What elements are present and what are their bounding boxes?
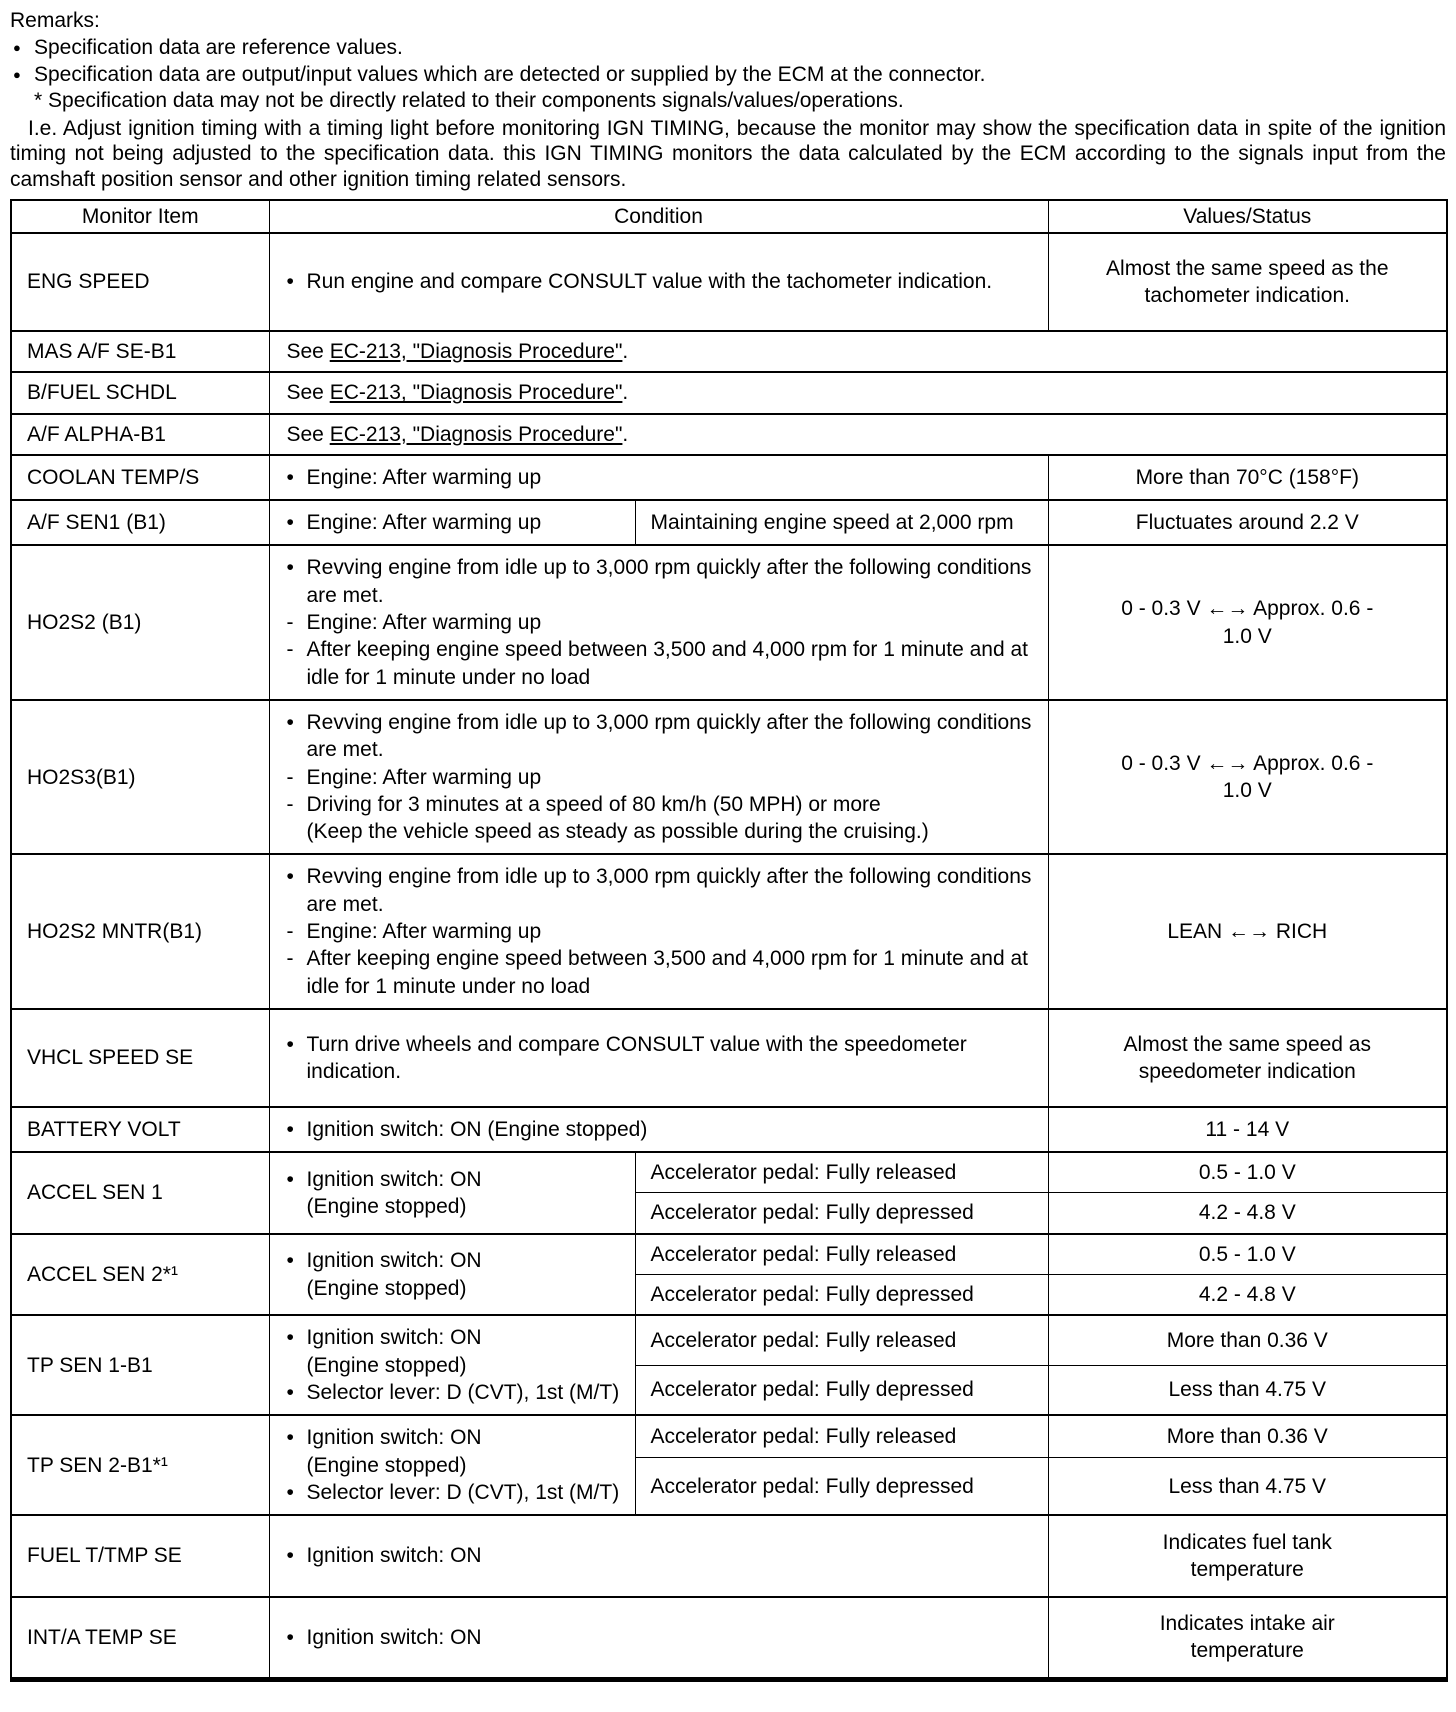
header-monitor-item: Monitor Item	[11, 200, 269, 233]
dash-marker: -	[286, 947, 294, 971]
bullet-marker: •	[286, 1480, 294, 1504]
condition-line	[287, 1166, 625, 1193]
values-cell: 0.5 - 1.0 V	[1048, 1234, 1447, 1275]
condition-line-text: Selector lever: D (CVT), 1st (M/T)	[306, 1480, 620, 1504]
dash-marker: -	[286, 765, 294, 789]
condition-line-text: Engine: After warming up	[306, 611, 542, 635]
condition-line-text: Engine: After warming up	[306, 919, 542, 943]
values-cell: Less than 4.75 V	[1048, 1365, 1447, 1415]
row-ho2s2-b1	[11, 545, 1447, 699]
monitor-item-cell: HO2S3(B1)	[11, 700, 269, 854]
condition-line	[287, 1247, 625, 1274]
bullet-marker: •	[286, 270, 294, 294]
condition-line-text: (Engine stopped)	[306, 1276, 467, 1300]
row-bfuel-schdl	[11, 372, 1447, 413]
condition-cell	[269, 1009, 1048, 1107]
bullet-marker: •	[286, 1544, 294, 1568]
monitor-item-cell: MAS A/F SE-B1	[11, 331, 269, 372]
condition-lines	[287, 1542, 1038, 1569]
see-reference-cell	[269, 372, 1447, 413]
row-fuel-t-tmp-se	[11, 1515, 1447, 1597]
dash-marker: -	[286, 792, 294, 816]
condition-cell	[269, 1315, 635, 1415]
header-condition: Condition	[269, 200, 1048, 233]
condition-line	[287, 945, 1038, 1000]
row-mas-af-se-b1	[11, 331, 1447, 372]
values-cell: 4.2 - 4.8 V	[1048, 1193, 1447, 1234]
diagnosis-procedure-link[interactable]: EC-213, "Diagnosis Procedure"	[329, 422, 623, 446]
condition-line-text: Engine: After warming up	[306, 511, 542, 535]
bullet-marker: •	[286, 1380, 294, 1404]
row-battery-volt	[11, 1107, 1447, 1152]
condition-cell	[269, 854, 1048, 1008]
condition-lines	[287, 863, 1038, 999]
condition-sub-cell: Maintaining engine speed at 2,000 rpm	[635, 500, 1048, 545]
condition-line-text: (Engine stopped)	[306, 1353, 467, 1377]
bullet-icon: ●	[13, 40, 21, 56]
monitor-item-cell: TP SEN 1-B1	[11, 1315, 269, 1415]
condition-line-text: Run engine and compare CONSULT value with the tachometer indication.	[306, 270, 993, 294]
condition-line-text: Turn drive wheels and compare CONSULT value with the speedometer indication.	[306, 1032, 967, 1083]
dash-marker: -	[286, 919, 294, 943]
bullet-marker: •	[286, 710, 294, 734]
condition-line	[287, 1193, 625, 1220]
condition-line-text: (Engine stopped)	[306, 1194, 467, 1218]
condition-line	[287, 636, 1038, 691]
bullet-marker: •	[286, 1032, 294, 1056]
remark-bullet-2	[10, 62, 1446, 88]
see-reference-cell	[269, 331, 1447, 372]
condition-line-text: Ignition switch: ON	[306, 1167, 482, 1191]
row-accel-sen-2	[11, 1234, 1447, 1275]
condition-line-text: After keeping engine speed between 3,500 and 4,000 rpm for 1 minute and at idle for 1 minute under no load	[306, 638, 1029, 689]
condition-cell	[269, 1515, 1048, 1597]
values-cell: 4.2 - 4.8 V	[1048, 1275, 1447, 1316]
remark-text-1: Specification data are reference values.	[34, 36, 403, 60]
bullet-marker: •	[286, 1625, 294, 1649]
condition-line	[287, 1352, 625, 1379]
condition-cell	[269, 455, 1048, 500]
condition-line-text: Engine: After warming up	[306, 765, 542, 789]
condition-line-text: (Engine stopped)	[306, 1453, 467, 1477]
condition-line-text: Ignition switch: ON (Engine stopped)	[306, 1117, 648, 1141]
row-eng-speed	[11, 233, 1447, 331]
condition-sub-cell: Accelerator pedal: Fully depressed	[635, 1193, 1048, 1234]
row-af-alpha-b1	[11, 414, 1447, 455]
row-int-a-temp-se	[11, 1597, 1447, 1679]
condition-line-text: Ignition switch: ON	[306, 1326, 482, 1350]
row-af-sen1-b1	[11, 500, 1447, 545]
condition-line	[287, 791, 1038, 818]
bullet-marker: •	[286, 511, 294, 535]
condition-sub-cell: Accelerator pedal: Fully depressed	[635, 1275, 1048, 1316]
condition-sub-cell: Accelerator pedal: Fully depressed	[635, 1365, 1048, 1415]
remark-star-note: * Specification data may not be directly related to their components signals/values/operations.	[34, 89, 904, 113]
values-cell: Indicates fuel tank temperature	[1048, 1515, 1447, 1597]
values-cell: 0 - 0.3 V ←→ Approx. 0.6 - 1.0 V	[1048, 700, 1447, 854]
monitor-item-cell: A/F SEN1 (B1)	[11, 500, 269, 545]
remarks-title: Remarks:	[10, 9, 100, 32]
condition-cell	[269, 1152, 635, 1234]
condition-cell	[269, 1107, 1048, 1152]
monitor-item-cell: B/FUEL SCHDL	[11, 372, 269, 413]
condition-line	[287, 1116, 1038, 1143]
see-prefix: See	[286, 339, 330, 363]
condition-line	[287, 609, 1038, 636]
condition-line	[287, 1542, 1038, 1569]
bullet-icon: ●	[13, 66, 21, 82]
remark-text-2: Specification data are output/input values which are detected or supplied by the ECM at the connector.	[34, 62, 986, 86]
condition-sub-cell: Accelerator pedal: Fully released	[635, 1415, 1048, 1458]
condition-lines	[287, 1247, 625, 1302]
values-cell: Indicates intake air temperature	[1048, 1597, 1447, 1679]
row-ho2s2-mntr-b1	[11, 854, 1447, 1008]
condition-lines	[287, 464, 1038, 491]
condition-line	[287, 1379, 625, 1406]
remark-bullet-1	[10, 35, 1446, 61]
monitor-item-cell: VHCL SPEED SE	[11, 1009, 269, 1107]
values-cell: Almost the same speed as speedometer indication	[1048, 1009, 1447, 1107]
condition-line	[287, 918, 1038, 945]
condition-line-text: Ignition switch: ON	[306, 1544, 482, 1568]
diagnosis-procedure-link[interactable]: EC-213, "Diagnosis Procedure"	[329, 339, 623, 363]
values-cell: 0.5 - 1.0 V	[1048, 1152, 1447, 1193]
condition-line-text: Selector lever: D (CVT), 1st (M/T)	[306, 1380, 620, 1404]
condition-line	[287, 464, 1038, 491]
values-cell: Fluctuates around 2.2 V	[1048, 500, 1447, 545]
dash-marker: -	[286, 638, 294, 662]
condition-cell	[269, 1597, 1048, 1679]
remarks-section	[10, 8, 1446, 193]
condition-line	[287, 764, 1038, 791]
values-cell: 0 - 0.3 V ←→ Approx. 0.6 - 1.0 V	[1048, 545, 1447, 699]
condition-line	[287, 1452, 625, 1479]
values-cell: Almost the same speed as the tachometer indication.	[1048, 233, 1447, 331]
monitor-item-cell: ACCEL SEN 2*¹	[11, 1234, 269, 1316]
see-suffix: .	[622, 381, 629, 405]
monitor-item-cell: COOLAN TEMP/S	[11, 455, 269, 500]
condition-lines	[287, 1424, 625, 1506]
see-prefix: See	[286, 381, 330, 405]
values-cell: More than 0.36 V	[1048, 1415, 1447, 1458]
row-tp-sen-2-b1	[11, 1415, 1447, 1458]
condition-line	[287, 554, 1038, 609]
values-cell: More than 70°C (158°F)	[1048, 455, 1447, 500]
condition-line-text: Engine: After warming up	[306, 465, 542, 489]
dash-marker: -	[286, 611, 294, 635]
table-header-row	[11, 200, 1447, 233]
see-prefix: See	[286, 422, 330, 446]
monitor-item-cell: TP SEN 2-B1*¹	[11, 1415, 269, 1515]
condition-sub-cell: Accelerator pedal: Fully released	[635, 1152, 1048, 1193]
bullet-marker: •	[286, 1249, 294, 1273]
row-ho2s3-b1	[11, 700, 1447, 854]
monitor-item-cell: FUEL T/TMP SE	[11, 1515, 269, 1597]
condition-lines	[287, 509, 625, 536]
condition-line-text: Revving engine from idle up to 3,000 rpm quickly after the following conditions are met.	[306, 556, 1032, 607]
condition-lines	[287, 1031, 1038, 1086]
condition-line	[287, 1324, 625, 1351]
condition-sub-cell: Accelerator pedal: Fully released	[635, 1234, 1048, 1275]
see-suffix: .	[622, 339, 629, 363]
condition-lines	[287, 1166, 625, 1221]
condition-lines	[287, 709, 1038, 845]
condition-line-text: Ignition switch: ON	[306, 1426, 482, 1450]
condition-lines	[287, 1324, 625, 1406]
bullet-marker: •	[286, 1117, 294, 1141]
diagnosis-procedure-link[interactable]: EC-213, "Diagnosis Procedure"	[329, 381, 623, 405]
see-reference-cell	[269, 414, 1447, 455]
condition-line-text: Ignition switch: ON	[306, 1625, 482, 1649]
condition-line	[287, 818, 1038, 845]
monitor-item-cell: ACCEL SEN 1	[11, 1152, 269, 1234]
bullet-marker: •	[286, 1326, 294, 1350]
bullet-marker: •	[286, 465, 294, 489]
condition-line	[287, 1031, 1038, 1086]
condition-line	[287, 709, 1038, 764]
see-suffix: .	[622, 422, 629, 446]
bullet-marker: •	[286, 556, 294, 580]
row-tp-sen-1-b1	[11, 1315, 1447, 1365]
values-cell: Less than 4.75 V	[1048, 1458, 1447, 1515]
condition-lines	[287, 554, 1038, 690]
monitor-item-cell: INT/A TEMP SE	[11, 1597, 269, 1679]
condition-sub-cell: Accelerator pedal: Fully depressed	[635, 1458, 1048, 1515]
monitor-item-cell: A/F ALPHA-B1	[11, 414, 269, 455]
bullet-marker: •	[286, 1426, 294, 1450]
condition-lines	[287, 1116, 1038, 1143]
condition-line	[287, 268, 1038, 295]
condition-line-text: After keeping engine speed between 3,500 and 4,000 rpm for 1 minute and at idle for 1 minute under no load	[306, 947, 1029, 998]
remarks-paragraph: I.e. Adjust ignition timing with a timing light before monitoring IGN TIMING, because the monitor may show the specification data in spite of the ignition timing not being adjusted to the specification data. this IGN TIMING monitors the data calculated by the ECM according to the signals input from the camshaft position sensor and other ignition timing related sensors.	[10, 116, 1446, 192]
condition-lines	[287, 1624, 1038, 1651]
condition-line-text: Ignition switch: ON	[306, 1249, 482, 1273]
spec-table	[10, 199, 1448, 1682]
row-accel-sen-1	[11, 1152, 1447, 1193]
condition-line	[287, 509, 625, 536]
monitor-item-cell: HO2S2 (B1)	[11, 545, 269, 699]
condition-line	[287, 863, 1038, 918]
row-coolan-temp-s	[11, 455, 1447, 500]
condition-cell	[269, 700, 1048, 854]
values-cell: More than 0.36 V	[1048, 1315, 1447, 1365]
condition-line-text: Revving engine from idle up to 3,000 rpm quickly after the following conditions are met.	[306, 865, 1032, 916]
condition-cell	[269, 545, 1048, 699]
values-cell: LEAN ←→ RICH	[1048, 854, 1447, 1008]
condition-line	[287, 1479, 625, 1506]
condition-cell	[269, 1415, 635, 1515]
condition-line-text: (Keep the vehicle speed as steady as possible during the cruising.)	[306, 820, 929, 844]
header-values-status: Values/Status	[1048, 200, 1447, 233]
condition-line	[287, 1275, 625, 1302]
condition-line	[287, 1424, 625, 1451]
condition-sub-cell: Accelerator pedal: Fully released	[635, 1315, 1048, 1365]
condition-line-text: Driving for 3 minutes at a speed of 80 km/h (50 MPH) or more	[306, 792, 881, 816]
condition-line	[287, 1624, 1038, 1651]
monitor-item-cell: ENG SPEED	[11, 233, 269, 331]
bullet-marker: •	[286, 865, 294, 889]
condition-cell	[269, 500, 635, 545]
monitor-item-cell: HO2S2 MNTR(B1)	[11, 854, 269, 1008]
row-vhcl-speed-se	[11, 1009, 1447, 1107]
condition-cell	[269, 233, 1048, 331]
bullet-marker: •	[286, 1167, 294, 1191]
values-cell: 11 - 14 V	[1048, 1107, 1447, 1152]
monitor-item-cell: BATTERY VOLT	[11, 1107, 269, 1152]
condition-lines	[287, 268, 1038, 295]
condition-line-text: Revving engine from idle up to 3,000 rpm quickly after the following conditions are met.	[306, 710, 1032, 762]
condition-cell	[269, 1234, 635, 1316]
